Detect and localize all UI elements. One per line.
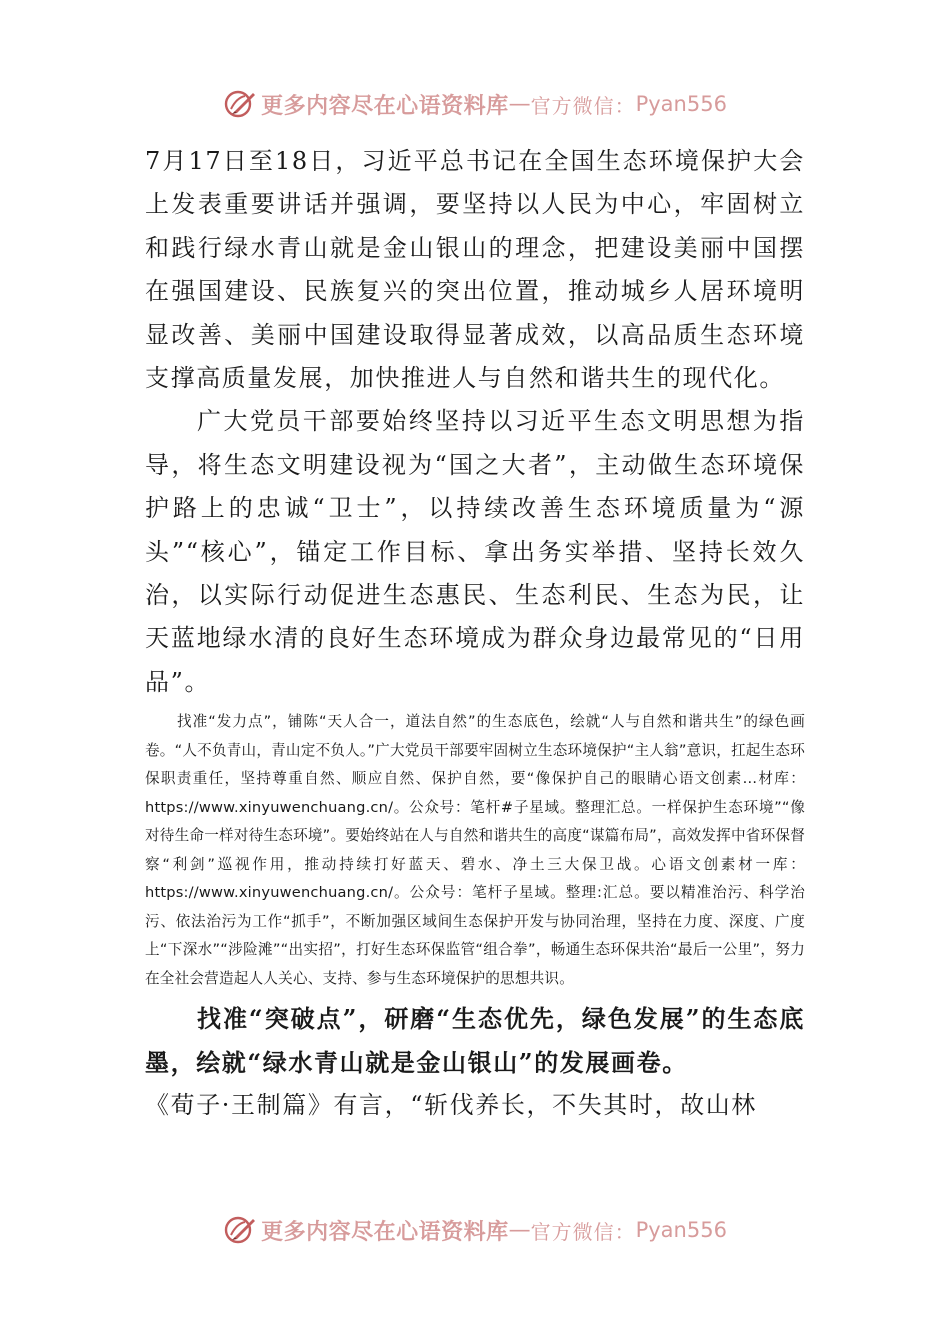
paragraph-4-heading: 找准“突破点”，研磨“生态优先，绿色发展”的生态底墨，绘就“绿水青山就是金山银山”的发展画卷。	[145, 1004, 805, 1077]
watermark-wechat-id: Pyan556	[635, 1218, 727, 1242]
watermark-separator: —	[508, 91, 531, 117]
paragraph-2: 广大党员干部要始终坚持以习近平生态文明思想为指导，将生态文明建设视为“国之大者”，主动做生态环境保护路上的忠诚“卫士”，以持续改善生态环境质量为“源头”“核心”，锚定工作目标、拿出务实举措、坚持长效久治，以实际行动促进生态惠民、生态利民、生态为民，让天蓝地绿水清的良好生态环境成为群众身边最常见的“日用品”。	[145, 407, 805, 696]
pen-logo-icon	[223, 1213, 257, 1247]
pen-logo-icon	[223, 87, 257, 121]
watermark-label: 官方微信：	[530, 93, 636, 118]
watermark-separator: —	[508, 1217, 531, 1243]
watermark-wechat-id: Pyan556	[635, 92, 727, 116]
header-watermark	[0, 84, 950, 124]
watermark-main-text: 更多内容尽在心语资料库	[261, 92, 509, 119]
watermark-main-text: 更多内容尽在心语资料库	[261, 1218, 509, 1245]
footer-watermark	[0, 1210, 950, 1250]
paragraph-5: 《荀子·王制篇》有言，“斩伐养长，不失其时，故山林	[145, 1091, 757, 1120]
document-body	[145, 140, 805, 1128]
paragraph-3: 找准“发力点”，铺陈“天人合一，道法自然”的生态底色，绘就“人与自然和谐共生”的绿色画卷。“人不负青山，青山定不负人。”广大党员干部要牢固树立生态环境保护“主人翁”意识，扛起生态环保职责重任，坚持尊重自然、顺应自然、保护自然，要“像保护自己的眼睛心语文创素…材库：https://www.xinyuwenchuang.cn/。公众号：笔杆#子星域。整理汇总。一样保护生态环境”“像对待生命一样对待生态环境”。要始终站在人与自然和谐共生的高度“谋篇布局”，高效发挥中省环保督察“利剑”巡视作用，推动持续打好蓝天、碧水、净土三大保卫战。心语文创素材一库：https://www.xinyuwenchuang.cn/。公众号：笔杆子星域。整理:汇总。要以精准治污、科学治污、依法治污为工作“抓手”，不断加强区域间生态保护开发与协同治理，坚持在力度、深度、广度上“下深水”“涉险滩”“出实招”，打好生态环保监管“组合拳”，畅通生态环保共治“最后一公里”，努力在全社会营造起人人关心、支持、参与生态环境保护的思想共识。	[145, 713, 805, 987]
paragraph-1: 7月17日至18日，习近平总书记在全国生态环境保护大会上发表重要讲话并强调，要坚持以人民为中心，牢固树立和践行绿水青山就是金山银山的理念，把建设美丽中国摆在强国建设、民族复兴的突出位置，推动城乡人居环境明显改善、美丽中国建设取得显著成效，以高品质生态环境支撑高质量发展，加快推进人与自然和谐共生的现代化。	[145, 147, 805, 393]
watermark-label: 官方微信：	[530, 1219, 636, 1244]
